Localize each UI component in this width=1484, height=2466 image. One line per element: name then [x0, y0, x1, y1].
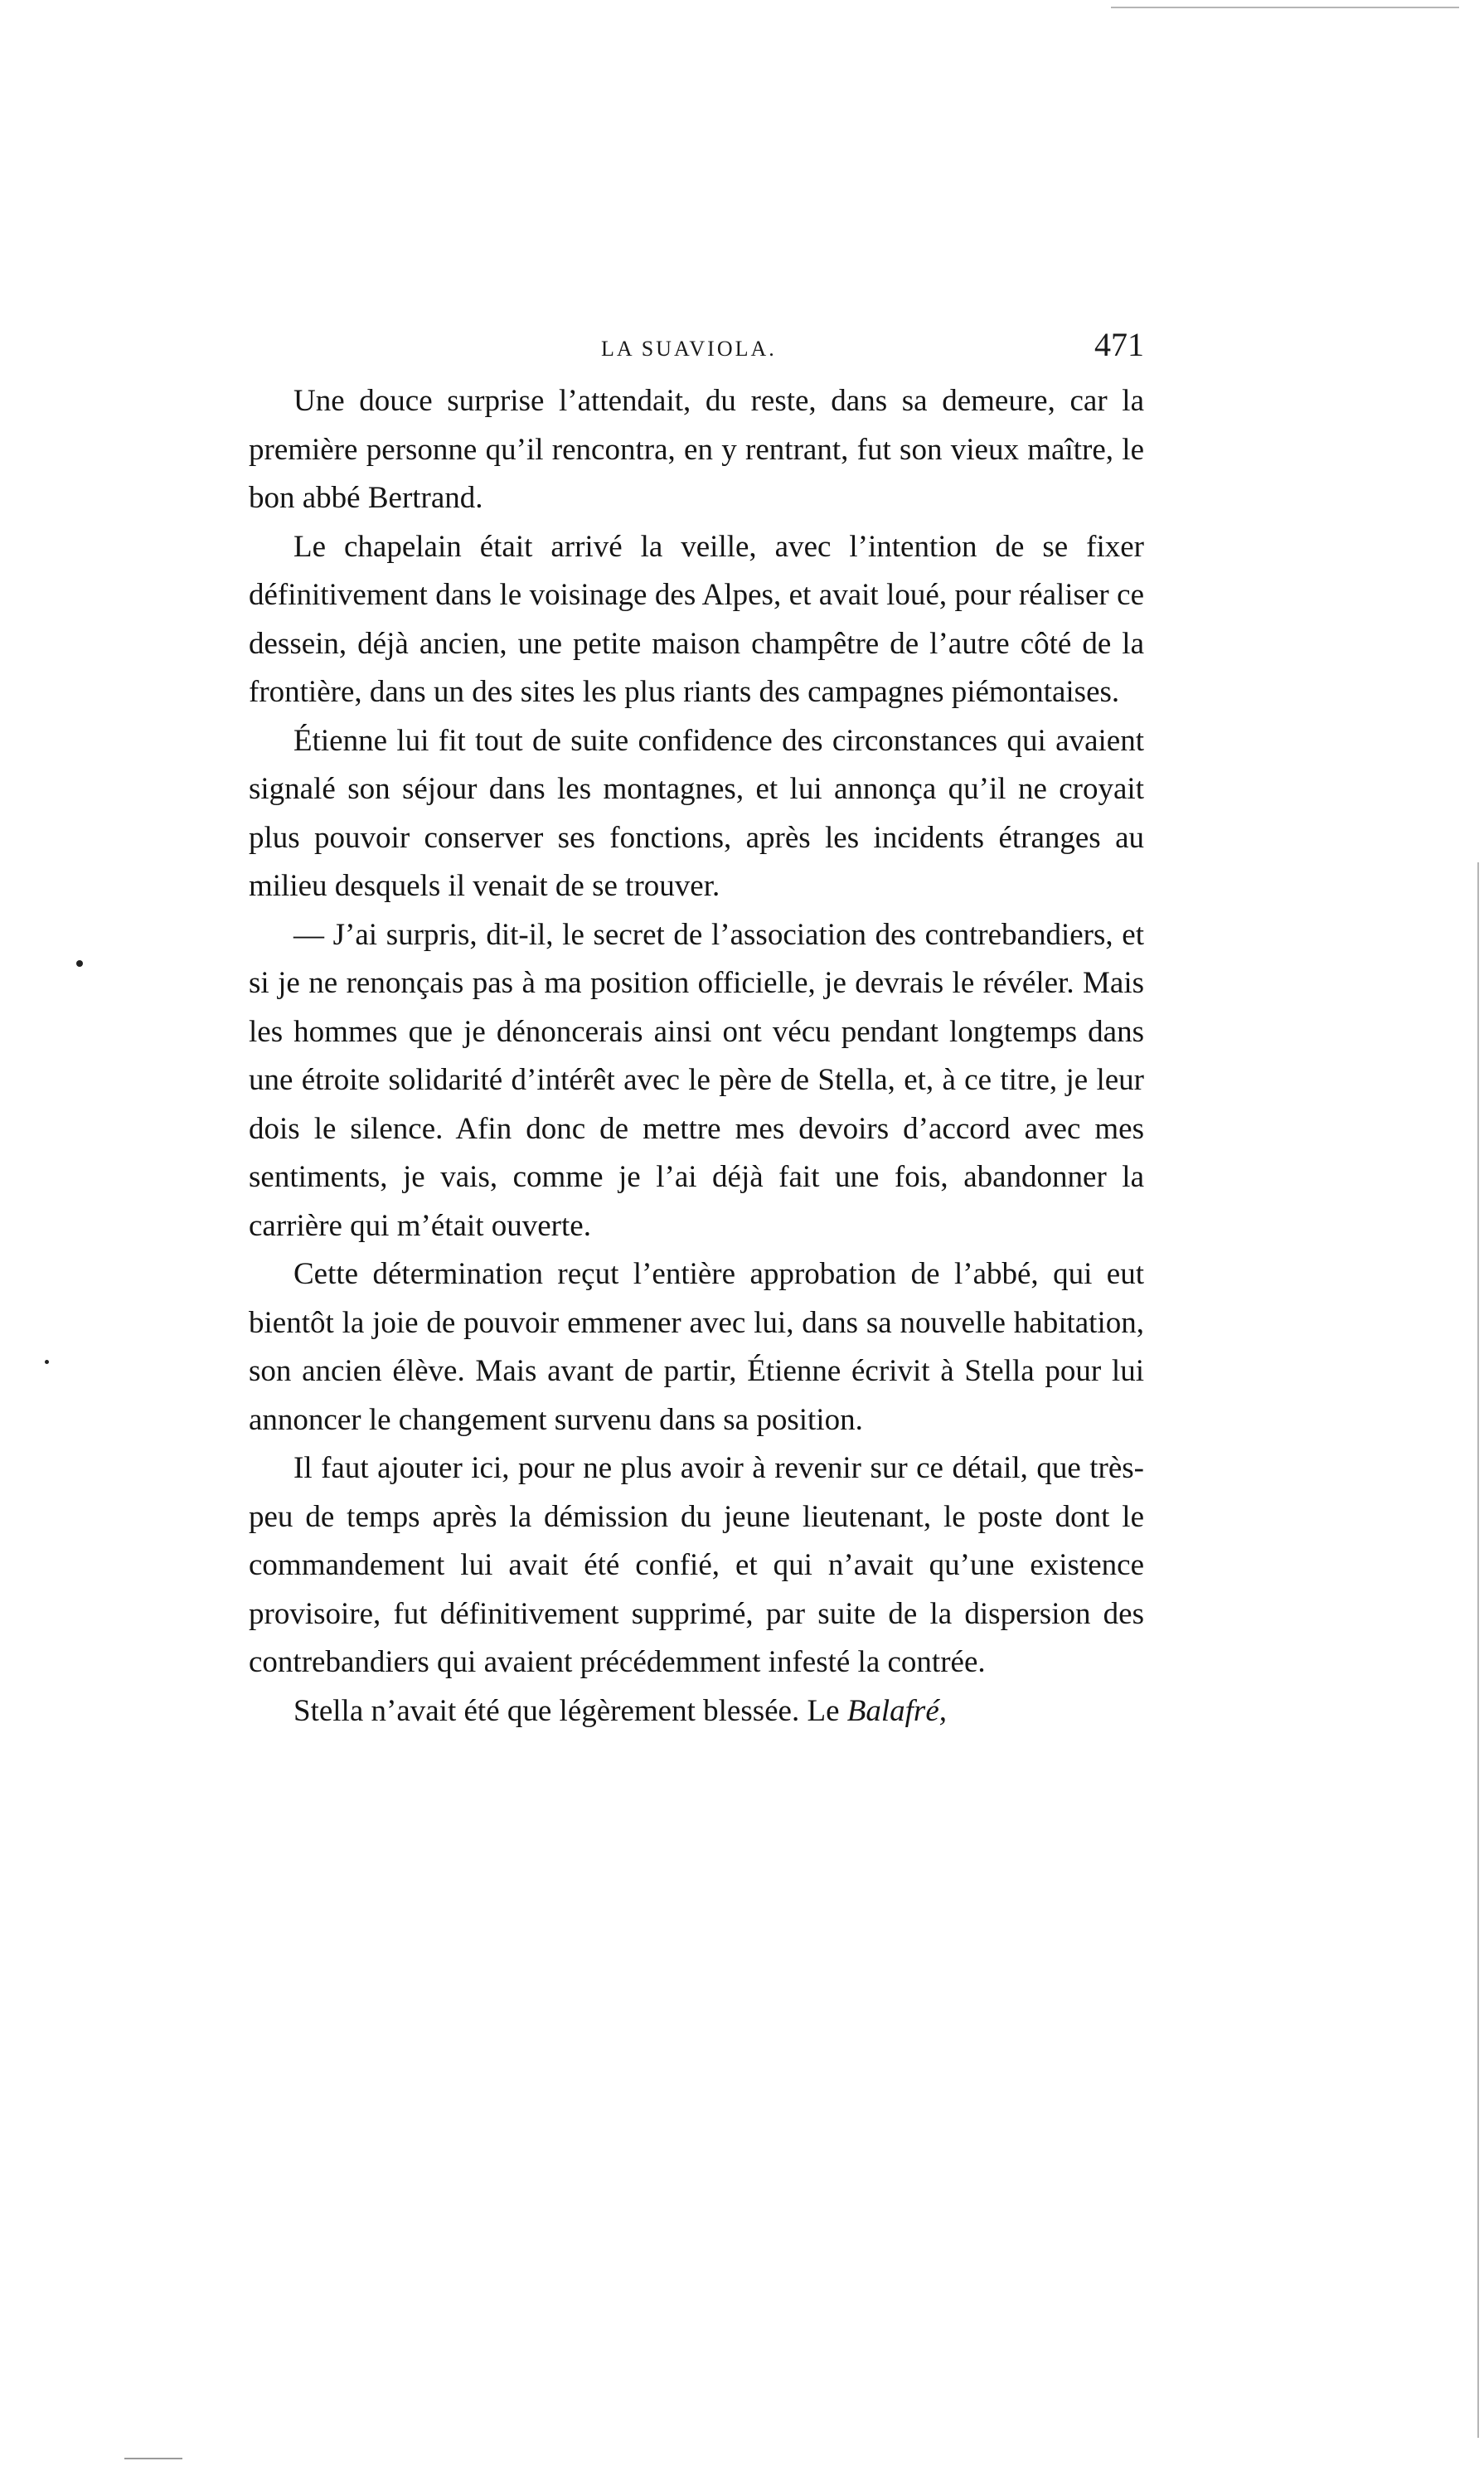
- last-paragraph: [249, 1687, 1144, 1736]
- body-text: [249, 377, 1144, 1735]
- margin-mark: [76, 960, 83, 967]
- margin-mark: [45, 1360, 49, 1364]
- running-title: LA SUAVIOLA.: [601, 337, 777, 361]
- running-head: [249, 323, 1144, 373]
- top-edge-rule: [1111, 7, 1459, 8]
- paragraph: Étienne lui fit tout de suite confidence des circonstances qui avaient signalé son séjour dans les montagnes, et lui annonça qu’il ne croyait plus pouvoir conserver ses fonctions, après les incidents étranges au milieu desquels il venait de se trouver.: [249, 723, 1144, 903]
- paragraph: Le chapelain était arrivé la veille, avec l’intention de se fixer définitivement dans le voisinage des Alpes, et avait loué, pour réaliser ce dessein, déjà ancien, une petite maison champêtre de l’autre côté de la frontière, dans un des sites les plus riants des campagnes piémontaises.: [249, 529, 1144, 709]
- paragraph: Une douce surprise l’attendait, du reste, dans sa demeure, car la première personne qu’il rencontra, en y rentrant, fut son vieux maître, le bon abbé Bertrand.: [249, 384, 1144, 515]
- page-number: 471: [1094, 326, 1144, 363]
- continuation-word: Balafré,: [846, 1693, 947, 1728]
- paragraph: Il faut ajouter ici, pour ne plus avoir à revenir sur ce détail, que très-peu de temps après la démission du jeune lieutenant, le poste dont le commandement lui avait été confié, et qui n’avait qu’une existence provisoire, fut définitivement supprimé, par suite de la dispersion des contrebandiers qui avaient précédemment infesté la contrée.: [249, 1451, 1144, 1679]
- bottom-scan-mark: [124, 2458, 182, 2459]
- paragraph: Cette détermination reçut l’entière approbation de l’abbé, qui eut bientôt la joie de pouvoir emmener avec lui, dans sa nouvelle habitation, son ancien élève. Mais avant de partir, Étienne écrivit à Stella pour lui annoncer le changement survenu dans sa position.: [249, 1257, 1144, 1437]
- paragraph: — J’ai surpris, dit-il, le secret de l’association des contrebandiers, et si je ne renonçais pas à ma position officielle, je devrais le révéler. Mais les hommes que je dénoncerais ainsi ont vécu pendant longtemps dans une étroite solidarité d’intérêt avec le père de Stella, et, à ce titre, je leur dois le silence. Afin donc de mettre mes devoirs d’accord avec mes sentiments, je vais, comme je l’ai déjà fait une fois, abandonner la carrière qui m’était ouverte.: [249, 917, 1144, 1243]
- right-edge-rule: [1477, 862, 1479, 2438]
- last-paragraph-text: Stella n’avait été que légèrement blessée. Le: [293, 1693, 847, 1728]
